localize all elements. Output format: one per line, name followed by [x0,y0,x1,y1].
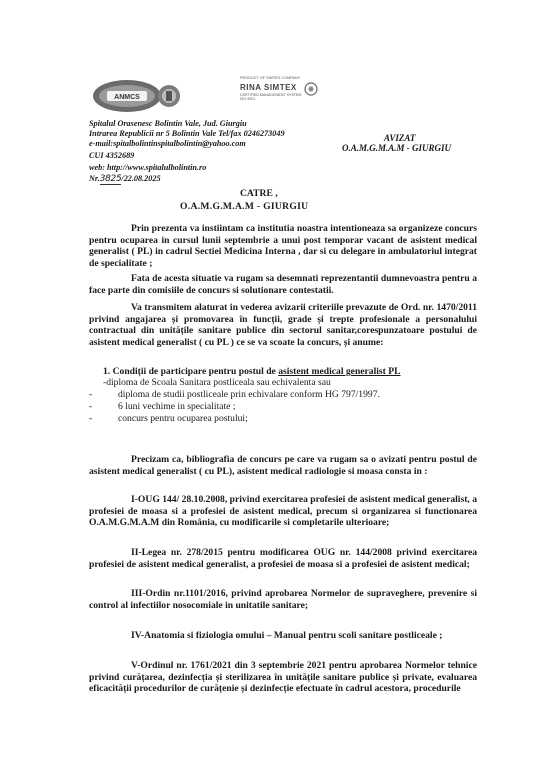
anmcs-logo-icon [89,76,185,116]
conditions-heading [103,366,401,378]
recipient-org: O.A.M.G.M.A.M - GIURGIU [180,201,309,212]
bibliography-item-5: V-Ordinul nr. 1761/2021 din 3 septembrie 2021 pentru aprobarea Normelor tehnice privind curățarea, dezinfecția și sterilizarea în unitățile sanitare publice și private, evaluarea eficacității procedurilor de curățenie și dezinfecție efectuate în cadrul acestora, procedurile [89,660,477,694]
hospital-cui: CUI 4352689 [89,151,135,160]
bibliography-item-1: I-OUG 144/ 28.10.2008, privind exercitarea profesiei de asistent medical generalist, a profesiei de moasa si a profesiei de asistent medical, precum si organizarea si functionarea O.A.M.G.M.A.M din România, cu modificarile si completarile ulterioare; [89,494,477,528]
conditions-heading-text: 1. Condiții de participare pentru postul de [103,366,279,377]
condition-item: diploma de studii postliceale prin echivalare conform HG 797/1997. [118,389,380,400]
recipient-to: CATRE , [240,188,278,199]
condition-dash: - [89,413,93,424]
condition-item: 6 luni vechime in specialitate ; [118,401,236,412]
bibliography-item-3: III-Ordin nr.1101/2016, privind aprobarea Normelor de supraveghere, prevenire si control al infectiilor nosocomiale in unitatile sanitare; [89,588,477,611]
cert-name: RINA SIMTEX [240,83,297,92]
cert-top-text: PRODUCT OF SIMTEX COMPANY [240,76,301,80]
reg-date: /22.08.2025 [121,174,161,183]
paragraph-bibliography: Precizam ca, bibliografia de concurs pe care va rugam sa o avizati pentru postul de asistent medical generalist ( cu PL), asistent medical radiologie si moasa consta in : [89,454,477,477]
bibliography-item-2: II-Legea nr. 278/2015 pentru modificarea OUG nr. 144/2008 privind exercitarea profesiei de asistent medical generalist, a profesiei de moasa si a profesiei de asistent medical; [89,547,477,570]
reg-prefix: Nr. [89,174,100,183]
hospital-email: e-mail:spitalbolintinspitalbolintin@yahoo.com [89,139,246,148]
condition-item: -diploma de Scoala Sanitara postliceala sau echivalenta sau [103,377,331,388]
paragraph-committee: Fata de acesta situatie va rugam sa desemnati reprezentantii dumnevoastra pentru a face parte din comisiile de concurs si solutionare contestatii. [89,273,477,296]
registration-number [89,174,161,184]
condition-dash: - [89,389,93,400]
conditions-heading-link: asistent medical generalist PL [278,366,401,377]
hospital-name: Spitalul Orasenesc Bolintin Vale, Jud. Giurgiu [89,119,247,128]
paragraph-intro: Prin prezenta va instiintam ca institutia noastra intentioneaza sa organizeze concurs pentru ocuparea in cursul lunii septembrie a unui post temporar vacant de asistent medical generalist ( PL) in cadrul Sectiei Medicina Interna , dar si cu delegare in ambulatoriul integrat de specialitate ; [89,223,477,269]
cert-seal-icon [304,82,318,96]
bibliography-item-4: IV-Anatomia si fiziologia omului – Manual pentru scoli sanitare postliceale ; [131,630,443,641]
cert-sub-text: CERTIFIED MANAGEMENT SYSTEM ISO 9001 [240,93,302,101]
certification-logo [240,76,322,108]
paragraph-criteria: Va transmitem alaturat in vederea avizarii criteriile prevazute de Ord. nr. 1470/2011 privind angajarea și promovarea în funcții, grade și trepte profesionale a personalului contractual din unitățile sanitare publice din sectorul sanitar,corespunzatoare postului de asistent medical generalist ( cu PL ) ce se va scoate la concurs, și anume: [89,302,477,348]
anmcs-logo-text: ANMCS [114,94,140,101]
approval-org: O.A.M.G.M.A.M - GIURGIU [342,143,452,153]
hospital-logo [89,76,185,116]
hospital-web: web: http://www.spitalulbolintin.ro [89,163,207,172]
approval-label: AVIZAT [384,133,416,143]
hospital-address: Intrarea Republicii nr 5 Bolintin Vale Tel/fax 0246273049 [89,129,285,138]
reg-handwritten-number: 3825 [99,174,122,184]
condition-dash: - [89,401,93,412]
condition-item: concurs pentru ocuparea postului; [118,413,248,424]
